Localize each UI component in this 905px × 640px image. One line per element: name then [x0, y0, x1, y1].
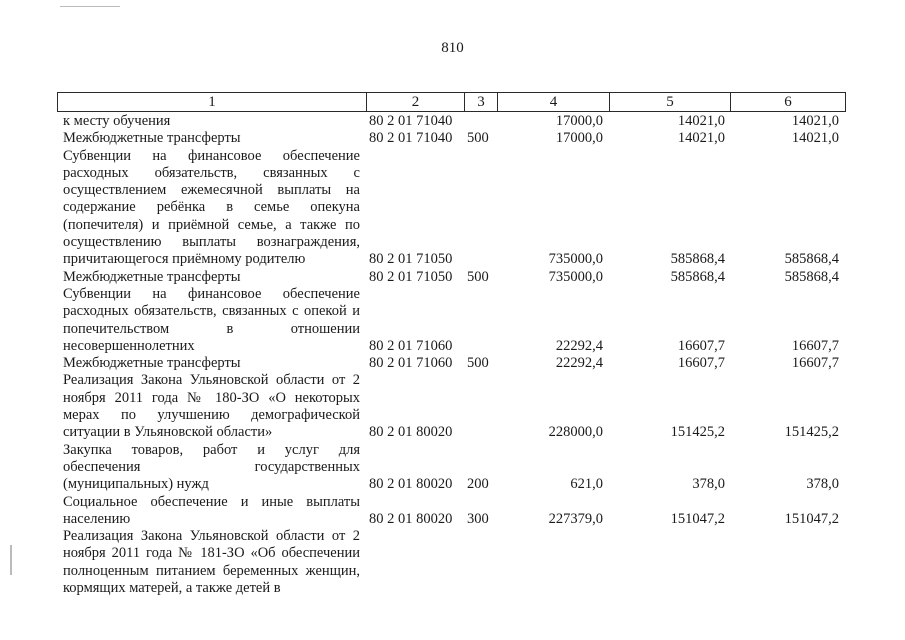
table-row: [0, 130, 905, 147]
table-row: [0, 494, 905, 529]
row-code-cell: 80 2 01 71040: [369, 113, 453, 129]
row-name-cell: Межбюджетные трансферты: [63, 355, 241, 372]
row-name-cell: Межбюджетные трансферты: [63, 268, 241, 285]
row-value-2021: 17000,0: [555, 113, 603, 129]
row-value-2022: 14021,0: [677, 113, 725, 129]
scan-mark: [60, 6, 120, 7]
table-header: [57, 92, 846, 112]
header-col-6: 6: [784, 94, 792, 110]
table-row: [0, 372, 905, 441]
row-value-2022: 378,0: [692, 476, 725, 493]
row-code-cell: 80 2 01 80020: [369, 424, 453, 441]
row-type-cell: 500: [467, 268, 489, 285]
row-code-cell: 80 2 01 71040: [369, 130, 453, 147]
header-col-2: 2: [367, 93, 465, 111]
row-name-cell: Субвенции на финансовое обеспечение расходных обязательств, связанных с осуществлением ежемесячной выплаты на содержание ребёнка в семье опекуна (попечителя) и приёмной семье, а также по осуществлению выплаты вознаграждения, причитающегося приёмному родителю: [63, 147, 360, 268]
header-col-3: 3: [465, 93, 498, 111]
row-name-cell: Социальное обеспечение и иные выплаты населению: [63, 493, 360, 527]
row-type-cell: 500: [467, 130, 489, 147]
row-value-2021: 228000,0: [548, 424, 603, 441]
row-value-2022: 585868,4: [670, 251, 725, 268]
row-value-2021: 621,0: [570, 476, 603, 493]
row-value-2022: 151047,2: [670, 511, 725, 528]
row-value-2022: 585868,4: [670, 268, 725, 285]
table-row: [0, 442, 905, 494]
row-value-2023: 14021,0: [791, 130, 839, 147]
table-row: [0, 355, 905, 372]
row-value-2021: 17000,0: [555, 130, 603, 147]
table-body: [0, 113, 905, 597]
row-value-2023: 14021,0: [791, 113, 839, 129]
row-code-cell: 80 2 01 71060: [369, 355, 453, 372]
page-number: 810: [441, 40, 464, 56]
row-value-2023: 378,0: [806, 476, 839, 493]
row-code-cell: 80 2 01 71050: [369, 268, 453, 285]
row-value-2023: 151425,2: [784, 424, 839, 441]
table-row: [0, 269, 905, 286]
row-value-2021: 227379,0: [548, 511, 603, 528]
row-type-cell: 300: [467, 511, 489, 528]
row-code-cell: 80 2 01 71060: [369, 337, 453, 354]
table-row: [0, 148, 905, 269]
row-name-cell: Субвенции на финансовое обеспечение расходных обязательств, связанных с опекой и попечительством в отношении несовершеннолетних: [63, 285, 360, 354]
row-value-2021: 735000,0: [548, 268, 603, 285]
row-value-2022: 16607,7: [677, 355, 725, 372]
row-value-2023: 151047,2: [784, 511, 839, 528]
row-type-cell: 200: [467, 476, 489, 493]
row-code-cell: 80 2 01 71050: [369, 251, 453, 268]
row-name-cell: Реализация Закона Ульяновской области от 2 ноября 2011 года № 181-ЗО «Об обеспечении полноценным питанием беременных женщин, кормящих матерей, а также детей в: [63, 528, 360, 597]
header-col-5: 5: [610, 93, 731, 111]
row-value-2023: 585868,4: [784, 251, 839, 268]
table-row: [0, 286, 905, 355]
row-type-cell: 500: [467, 355, 489, 372]
row-value-2021: 735000,0: [548, 251, 603, 268]
row-name-cell: Реализация Закона Ульяновской области от 2 ноября 2011 года № 180-ЗО «О некоторых мерах по улучшению демографической ситуации в Ульяновской области»: [63, 372, 360, 441]
scan-mark: [10, 545, 12, 575]
row-value-2023: 16607,7: [791, 355, 839, 372]
table-row: [0, 528, 905, 597]
row-value-2022: 151425,2: [670, 424, 725, 441]
row-code-cell: 80 2 01 80020: [369, 511, 453, 528]
row-value-2022: 14021,0: [677, 130, 725, 147]
row-code-cell: 80 2 01 80020: [369, 476, 453, 493]
row-value-2022: 16607,7: [677, 337, 725, 354]
table-row: [0, 113, 905, 130]
row-value-2023: 16607,7: [791, 337, 839, 354]
header-col-4: 4: [498, 93, 610, 111]
row-value-2021: 22292,4: [555, 355, 603, 372]
row-name-cell: Закупка товаров, работ и услуг для обеспечения государственных (муниципальных) нужд: [63, 441, 360, 493]
row-value-2023: 585868,4: [784, 268, 839, 285]
row-value-2021: 22292,4: [555, 337, 603, 354]
header-col-1: 1: [58, 93, 367, 111]
row-name-cell: Межбюджетные трансферты: [63, 130, 241, 147]
row-name-cell: к месту обучения: [63, 113, 171, 129]
